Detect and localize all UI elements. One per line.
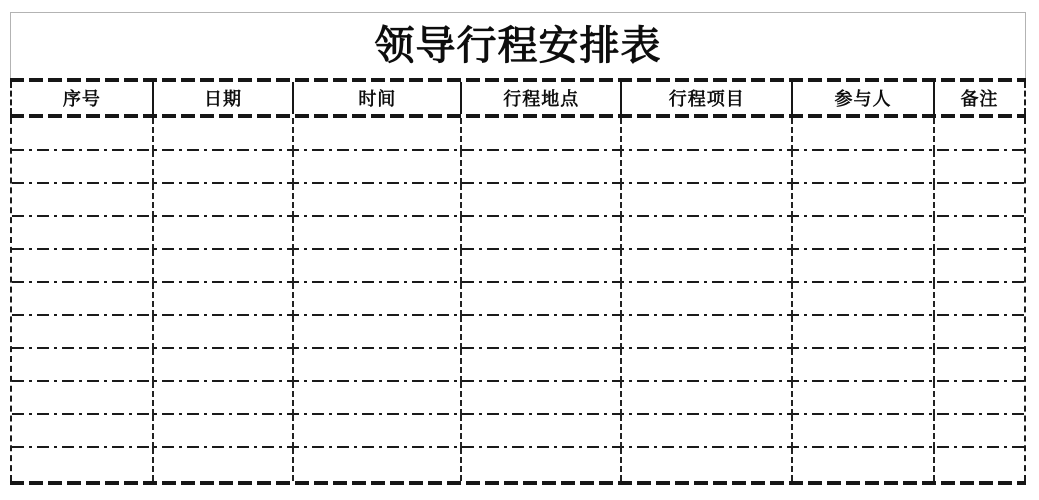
empty-cell [793,283,935,316]
empty-cell [935,151,1024,184]
empty-cell [294,151,462,184]
empty-cell [294,316,462,349]
table-row [12,118,1024,151]
empty-cell [935,217,1024,250]
empty-cell [154,283,295,316]
empty-cell [462,448,622,481]
empty-cell [622,118,793,151]
column-header-activity: 行程项目 [622,82,793,114]
table-bottom-border [10,481,1026,485]
page-title: 领导行程安排表 [374,23,662,68]
empty-cell [294,118,462,151]
empty-cell [462,118,622,151]
empty-cell [793,349,935,382]
column-header-time: 时间 [294,82,462,114]
empty-cell [935,349,1024,382]
empty-cell [294,184,462,217]
empty-cell [12,184,154,217]
empty-cell [935,448,1024,481]
empty-cell [12,415,154,448]
empty-cell [622,217,793,250]
title-box [10,12,1026,78]
empty-cell [622,382,793,415]
empty-cell [294,448,462,481]
table-row [12,184,1024,217]
table-row [12,151,1024,184]
empty-cell [793,217,935,250]
empty-cell [935,283,1024,316]
empty-cell [294,382,462,415]
empty-cell [622,448,793,481]
empty-cell [622,415,793,448]
empty-cell [935,316,1024,349]
table-row [12,448,1024,481]
table-row [12,349,1024,382]
table-row [12,382,1024,415]
empty-cell [154,316,295,349]
column-header-seq: 序号 [12,82,154,114]
table-row [12,250,1024,283]
empty-cell [12,151,154,184]
empty-cell [462,316,622,349]
empty-cell [154,184,295,217]
table-header-row [10,82,1026,114]
column-header-date: 日期 [154,82,295,114]
empty-cell [12,316,154,349]
empty-cell [12,283,154,316]
empty-cell [462,184,622,217]
empty-cell [935,250,1024,283]
empty-cell [935,118,1024,151]
empty-cell [462,415,622,448]
table-body [10,118,1026,481]
empty-cell [793,382,935,415]
empty-cell [462,349,622,382]
empty-cell [793,151,935,184]
empty-cell [622,151,793,184]
empty-cell [935,382,1024,415]
empty-cell [793,250,935,283]
column-header-participants: 参与人 [793,82,935,114]
empty-cell [12,118,154,151]
column-header-notes: 备注 [960,89,999,109]
empty-cell [462,382,622,415]
empty-cell [294,250,462,283]
empty-cell [294,349,462,382]
empty-cell [12,382,154,415]
empty-cell [622,349,793,382]
empty-cell [622,250,793,283]
empty-cell [622,184,793,217]
empty-cell [462,217,622,250]
table-row [12,316,1024,349]
empty-cell [154,217,295,250]
empty-cell [294,415,462,448]
empty-cell [793,415,935,448]
empty-cell [793,448,935,481]
table-row [12,415,1024,448]
empty-cell [154,250,295,283]
empty-cell [154,151,295,184]
empty-cell [154,415,295,448]
column-header-location: 行程地点 [462,82,622,114]
empty-cell [154,118,295,151]
empty-cell [462,151,622,184]
table-row [12,217,1024,250]
table-row [12,283,1024,316]
empty-cell [793,316,935,349]
empty-cell [793,118,935,151]
empty-cell [12,250,154,283]
empty-cell [622,316,793,349]
empty-cell [935,184,1024,217]
empty-cell [12,448,154,481]
empty-cell [462,283,622,316]
empty-cell [622,283,793,316]
empty-cell [294,217,462,250]
empty-cell [294,283,462,316]
empty-cell [154,382,295,415]
empty-cell [12,349,154,382]
empty-cell [154,349,295,382]
schedule-document [10,12,1026,485]
empty-cell [935,415,1024,448]
empty-cell [793,184,935,217]
empty-cell [12,217,154,250]
empty-cell [154,448,295,481]
empty-cell [462,250,622,283]
